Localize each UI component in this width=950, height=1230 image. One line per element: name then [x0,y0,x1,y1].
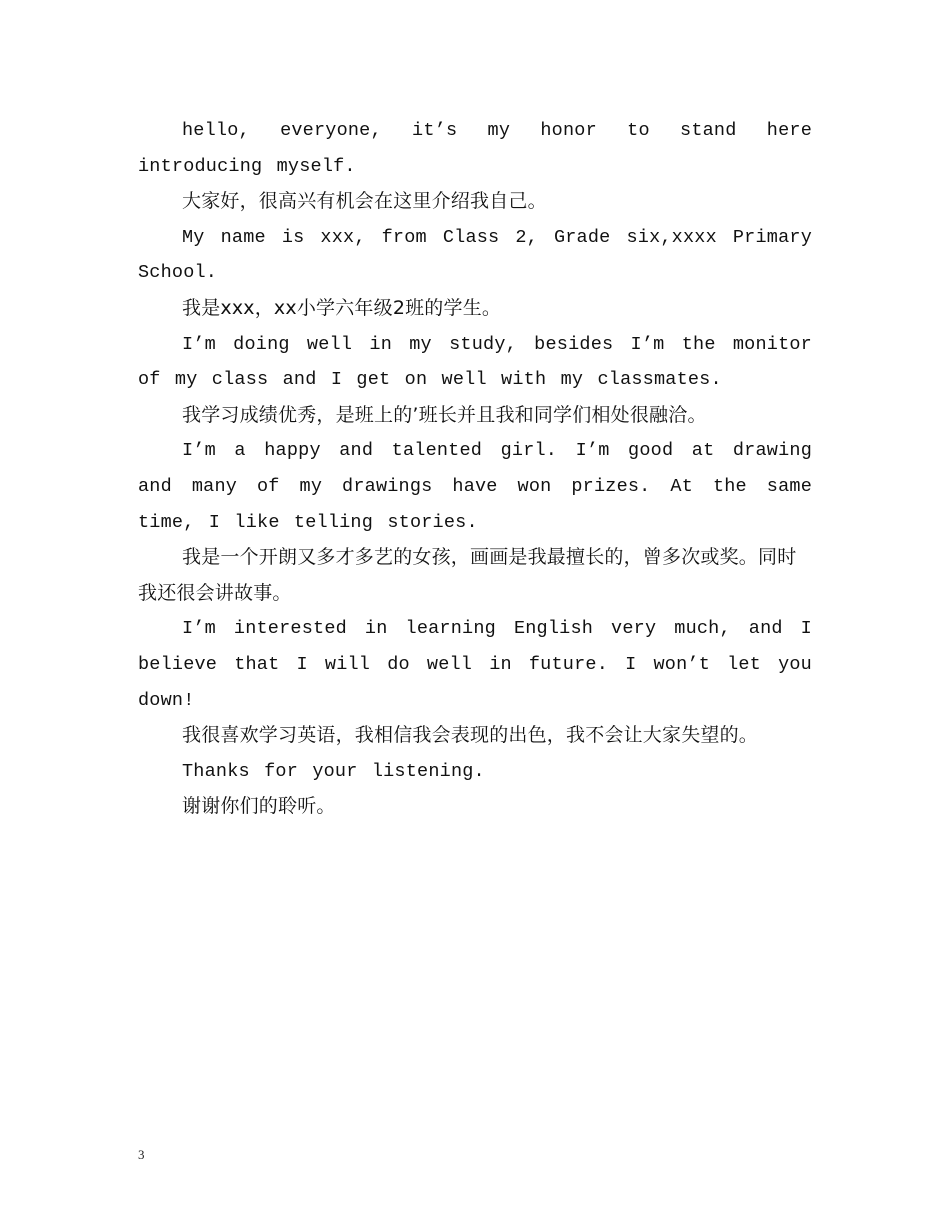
paragraph-greeting-zh: 大家好，很高兴有机会在这里介绍我自己。 [182,190,547,213]
paragraph-english-zh: 我很喜欢学习英语，我相信我会表现的出色，我不会让大家失望的。 [182,724,759,747]
paragraph-name-en: My name is xxx, from Class 2, Grade six,xxxx Primary School. [138,226,812,284]
paragraph-talent-en: I’m a happy and talented girl. I’m good at drawing and many of my drawings have won prizes. At the same time, I like telling stories. [138,440,812,533]
paragraph-study-en: I’m doing well in my study, besides I’m the monitor of my class and I get on well with my classmates. [138,333,812,391]
paragraph-thanks-en: Thanks for your listening. [182,760,485,782]
paragraph-english-en: I’m interested in learning English very much, and I believe that I will do well in future. I won’t let you down! [138,618,812,711]
paragraph-name-zh: 我是xxx，xx小学六年级2班的学生。 [182,296,502,319]
document-body [138,113,812,825]
paragraph-greeting-en: hello, everyone, it’s my honor to stand here introducing myself. [138,120,812,177]
page-number: 3 [138,1147,145,1162]
paragraph-study-zh: 我学习成绩优秀，是班上的’班长并且我和同学们相处很融洽。 [182,403,707,426]
paragraph-talent-zh: 我是一个开朗又多才多艺的女孩，画画是我最擅长的，曾多次或奖。同时我还很会讲故事。 [138,546,797,604]
paragraph-thanks-zh: 谢谢你们的聆听。 [182,795,336,818]
